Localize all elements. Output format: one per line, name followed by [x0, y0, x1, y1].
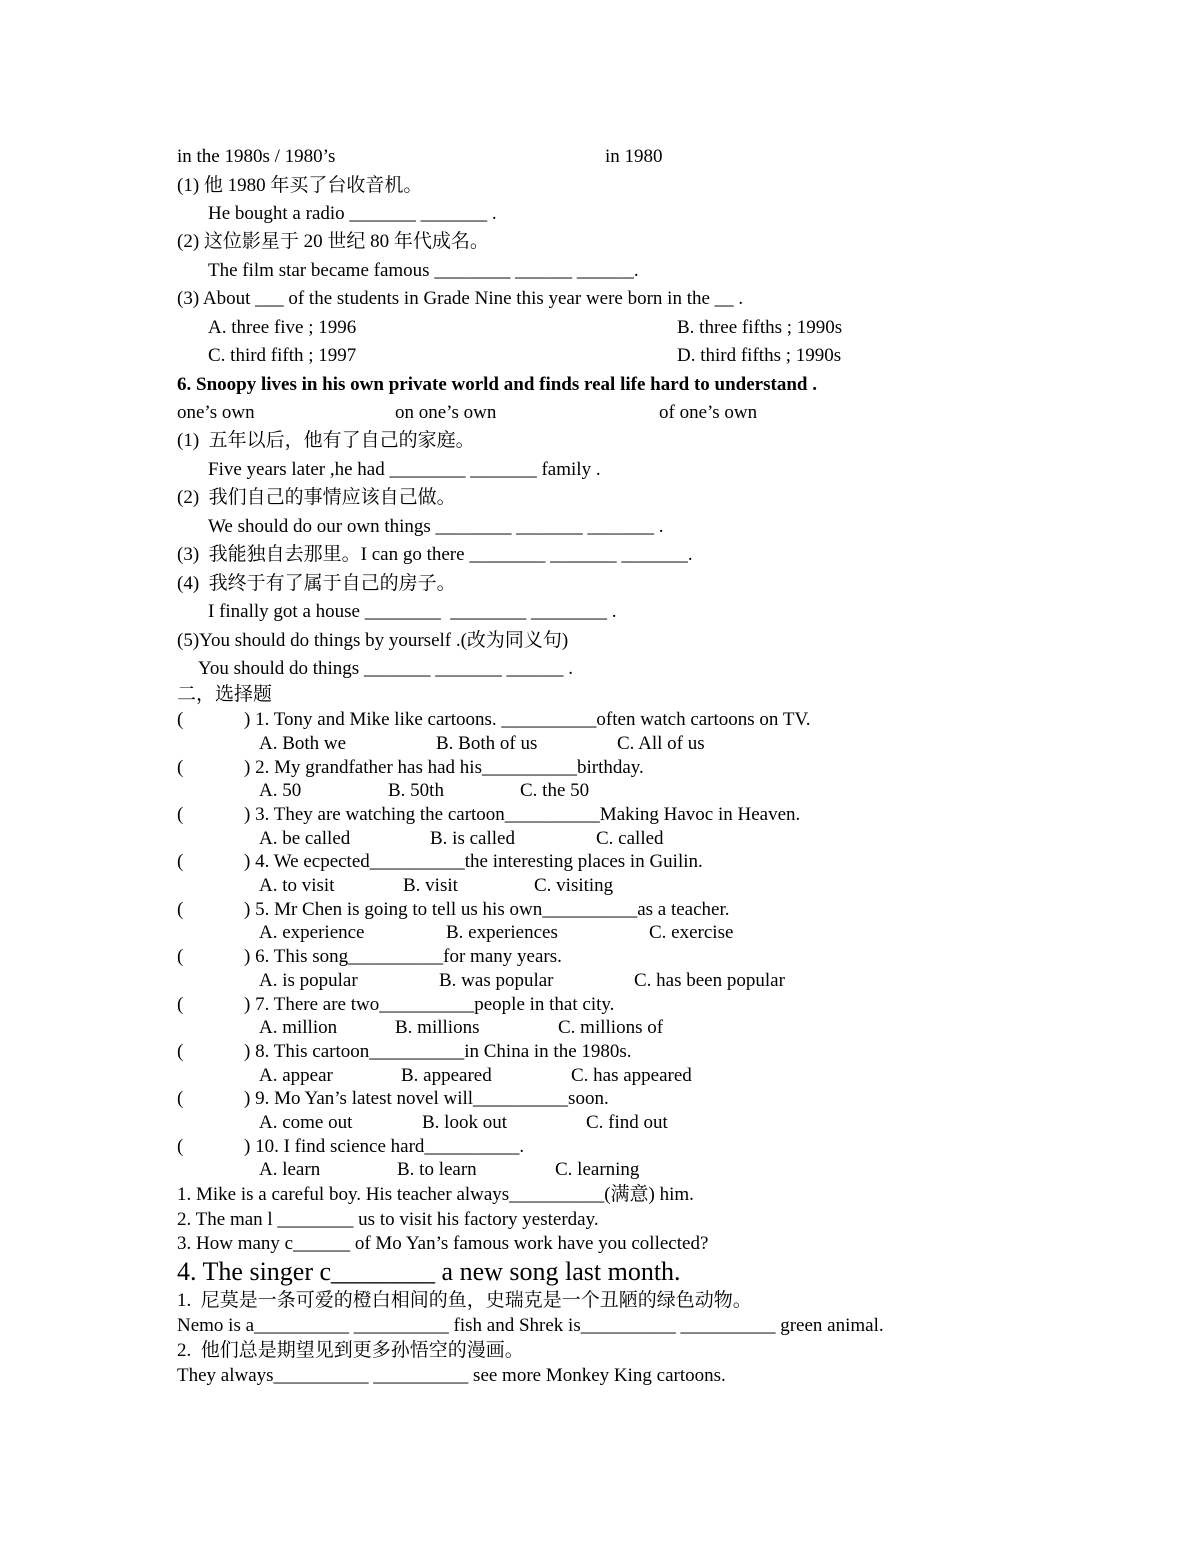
text-line: on one’s own [395, 402, 497, 423]
question-text: ) 4. We ecpected__________the interesting places in Guilin. [244, 851, 703, 872]
text-line: C. third fifth ; 1997 [208, 345, 357, 366]
option: A. is popular [259, 970, 358, 991]
option: C. exercise [649, 922, 734, 943]
answer-bracket: ( [177, 1136, 184, 1157]
text-line: D. third fifths ; 1990s [677, 345, 842, 366]
question-text: ) 1. Tony and Mike like cartoons. __________often watch cartoons on TV. [244, 709, 811, 730]
option: C. learning [555, 1159, 640, 1180]
text-line: in 1980 [605, 146, 663, 167]
answer-bracket: ( [177, 1088, 184, 1109]
question-text: ) 7. There are two__________people in that city. [244, 994, 615, 1015]
text-line: 2. 他们总是期望见到更多孙悟空的漫画。 [177, 1340, 524, 1361]
text-line: He bought a radio _______ _______ . [208, 203, 497, 224]
option: A. come out [259, 1112, 353, 1133]
answer-bracket: ( [177, 899, 184, 920]
question-text: ) 2. My grandfather has had his__________birthday. [244, 757, 644, 778]
text-line: in the 1980s / 1980’s [177, 146, 336, 167]
option: A. to visit [259, 875, 335, 896]
answer-bracket: ( [177, 1041, 184, 1062]
answer-bracket: ( [177, 804, 184, 825]
option: A. million [259, 1017, 338, 1038]
text-line: (4) 我终于有了属于自己的房子。 [177, 573, 456, 594]
answer-bracket: ( [177, 946, 184, 967]
text-line: The film star became famous ________ ______ ______. [208, 260, 639, 281]
option: A. experience [259, 922, 365, 943]
option: B. is called [430, 828, 515, 849]
question-text: ) 3. They are watching the cartoon__________Making Havoc in Heaven. [244, 804, 801, 825]
option: C. visiting [534, 875, 614, 896]
option: B. millions [395, 1017, 480, 1038]
text-line: one’s own [177, 402, 255, 423]
option: B. appeared [401, 1065, 492, 1086]
option: A. be called [259, 828, 351, 849]
answer-bracket: ( [177, 757, 184, 778]
option: B. was popular [439, 970, 554, 991]
option: B. visit [403, 875, 458, 896]
text-line: You should do things _______ _______ ______ . [198, 658, 573, 679]
option: B. to learn [397, 1159, 477, 1180]
text-line: B. three fifths ; 1990s [677, 317, 843, 338]
option: A. Both we [259, 733, 347, 754]
option: B. experiences [446, 922, 558, 943]
answer-bracket: ( [177, 709, 184, 730]
text-line: (1) 他 1980 年买了台收音机。 [177, 175, 423, 196]
option: A. learn [259, 1159, 321, 1180]
text-line: 4. The singer c________ a new song last month. [177, 1257, 681, 1286]
option: C. the 50 [520, 780, 590, 801]
option: C. called [596, 828, 664, 849]
text-line: We should do our own things ________ _______ _______ . [208, 516, 664, 537]
option: B. Both of us [436, 733, 538, 754]
text-line: (2) 这位影星于 20 世纪 80 年代成名。 [177, 231, 489, 252]
question-text: ) 5. Mr Chen is going to tell us his own__________as a teacher. [244, 899, 730, 920]
option: A. appear [259, 1065, 333, 1086]
text-line: Five years later ,he had ________ _______ family . [208, 459, 601, 480]
text-line: of one’s own [659, 402, 758, 423]
text-line: I finally got a house ________ ________ ________ . [208, 601, 617, 622]
text-line: 1. Mike is a careful boy. His teacher always__________(满意) him. [177, 1184, 694, 1205]
text-line: (5)You should do things by yourself .(改为同义句) [177, 630, 569, 651]
text-line: (1) 五年以后，他有了自己的家庭。 [177, 430, 475, 451]
option: B. look out [422, 1112, 507, 1133]
text-line: Nemo is a__________ __________ fish and Shrek is__________ __________ green animal. [177, 1315, 884, 1336]
answer-bracket: ( [177, 851, 184, 872]
text-line: (2) 我们自己的事情应该自己做。 [177, 487, 456, 508]
answer-bracket: ( [177, 994, 184, 1015]
text-line: 2. The man l ________ us to visit his factory yesterday. [177, 1209, 599, 1230]
text-line: 1. 尼莫是一条可爱的橙白相间的鱼，史瑞克是一个丑陋的绿色动物。 [177, 1290, 752, 1311]
text-line: They always__________ __________ see more Monkey King cartoons. [177, 1365, 726, 1386]
option: C. All of us [617, 733, 705, 754]
question-text: ) 6. This song__________for many years. [244, 946, 562, 967]
section-heading: 6. Snoopy lives in his own private world and finds real life hard to understand . [177, 374, 817, 395]
question-text: ) 8. This cartoon__________in China in the 1980s. [244, 1041, 632, 1062]
option: C. find out [586, 1112, 668, 1133]
question-text: ) 10. I find science hard__________. [244, 1136, 525, 1157]
text-line: 3. How many c______ of Mo Yan’s famous work have you collected? [177, 1233, 709, 1254]
text-line: (3) About ___ of the students in Grade Nine this year were born in the __ . [177, 288, 744, 309]
option: B. 50th [388, 780, 444, 801]
question-text: ) 9. Mo Yan’s latest novel will__________soon. [244, 1088, 609, 1109]
text-line: A. three five ; 1996 [208, 317, 357, 338]
option: C. millions of [558, 1017, 664, 1038]
section-heading: 二，选择题 [177, 684, 273, 705]
option: C. has appeared [571, 1065, 692, 1086]
option: A. 50 [259, 780, 302, 801]
text-line: (3) 我能独自去那里。I can go there ________ _______ _______. [177, 544, 693, 565]
option: C. has been popular [634, 970, 785, 991]
